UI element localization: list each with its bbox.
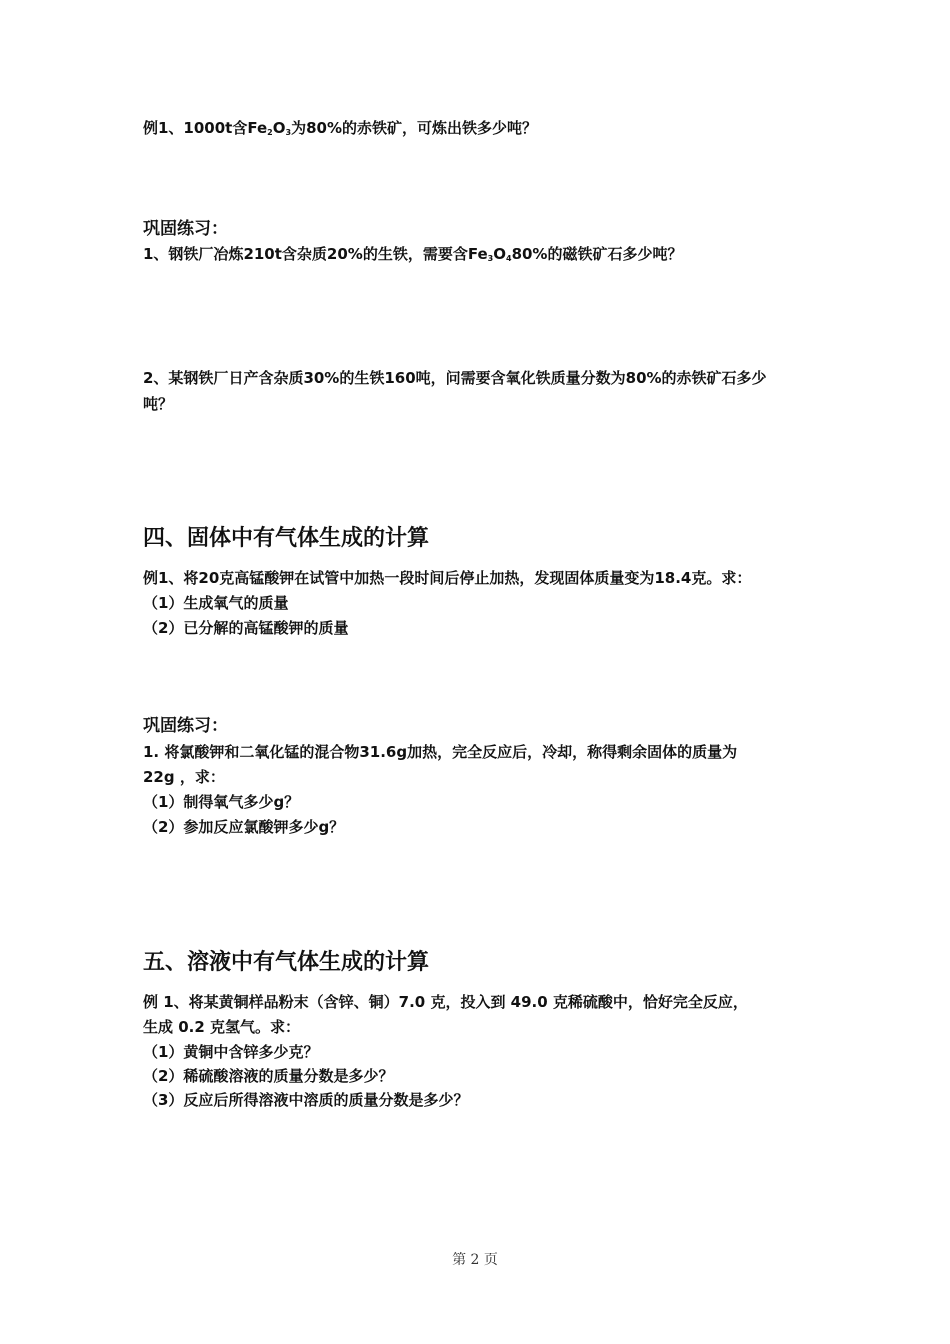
sec4-example-item-2: （2）已分解的高锰酸钾的质量 (143, 619, 349, 637)
sec5-example-item-3: （3）反应后所得溶液中溶质的质量分数是多少？ (143, 1091, 469, 1109)
q1-text-c: 80%的磁铁矿石多少吨？ (511, 245, 683, 263)
q1-text-a: 1、钢铁厂冶炼210t含杂质20%的生铁，需要含Fe (143, 245, 488, 263)
q1-sub-1: 3 (487, 254, 494, 263)
review-question-2-line-2: 吨？ (143, 395, 174, 413)
q1-sub-2: 4 (505, 254, 512, 263)
section-5-title: 五、溶液中有气体生成的计算 (143, 950, 430, 975)
sec5-example-line-1: 例 1、将某黄铜样品粉末（含锌、铜）7.0 克，投入到 49.0 克稀硫酸中，恰好完全反应， (143, 993, 748, 1011)
q1-text-b: O (493, 245, 506, 263)
sec4-question-line-1: 1. 将氯酸钾和二氧化锰的混合物31.6g加热，完全反应后，冷却，称得剩余固体的质量为 (143, 743, 738, 761)
page-number: 第 2 页 (452, 1252, 498, 1268)
ex1-text-c: 为80%的赤铁矿，可炼出铁多少吨？ (291, 119, 537, 137)
example-1-iron-ore (143, 118, 537, 141)
sec4-example-item-1: （1）生成氧气的质量 (143, 594, 289, 612)
ex1-sub-1: 2 (267, 128, 273, 137)
sec4-question-item-2: （2）参加反应氯酸钾多少g？ (143, 818, 345, 836)
review-title-1: 巩固练习： (143, 219, 228, 239)
sec5-example-item-2: （2）稀硫酸溶液的质量分数是多少？ (143, 1067, 394, 1085)
ex1-text-b: O (272, 119, 286, 137)
ex1-sub-2: 3 (285, 128, 292, 137)
sec4-example-line-1: 例1、将20克高锰酸钾在试管中加热一段时间后停止加热，发现固体质量变为18.4克。求： (143, 569, 752, 587)
review-question-2-line-1: 2、某钢铁厂日产含杂质30%的生铁160吨，问需要含氧化铁质量分数为80%的赤铁矿石多少 (143, 369, 767, 387)
review-question-1 (143, 244, 682, 267)
section-4-title: 四、固体中有气体生成的计算 (143, 526, 430, 551)
sec4-question-line-2: 22g ，求： (143, 768, 225, 786)
sec5-example-line-2: 生成 0.2 克氢气。求： (143, 1018, 301, 1036)
review-title-2: 巩固练习： (143, 716, 228, 736)
sec5-example-item-1: （1）黄铜中含锌多少克？ (143, 1043, 319, 1061)
ex1-text-a: 例1、1000t含Fe (143, 119, 268, 137)
sec4-question-item-1: （1）制得氧气多少g？ (143, 793, 300, 811)
